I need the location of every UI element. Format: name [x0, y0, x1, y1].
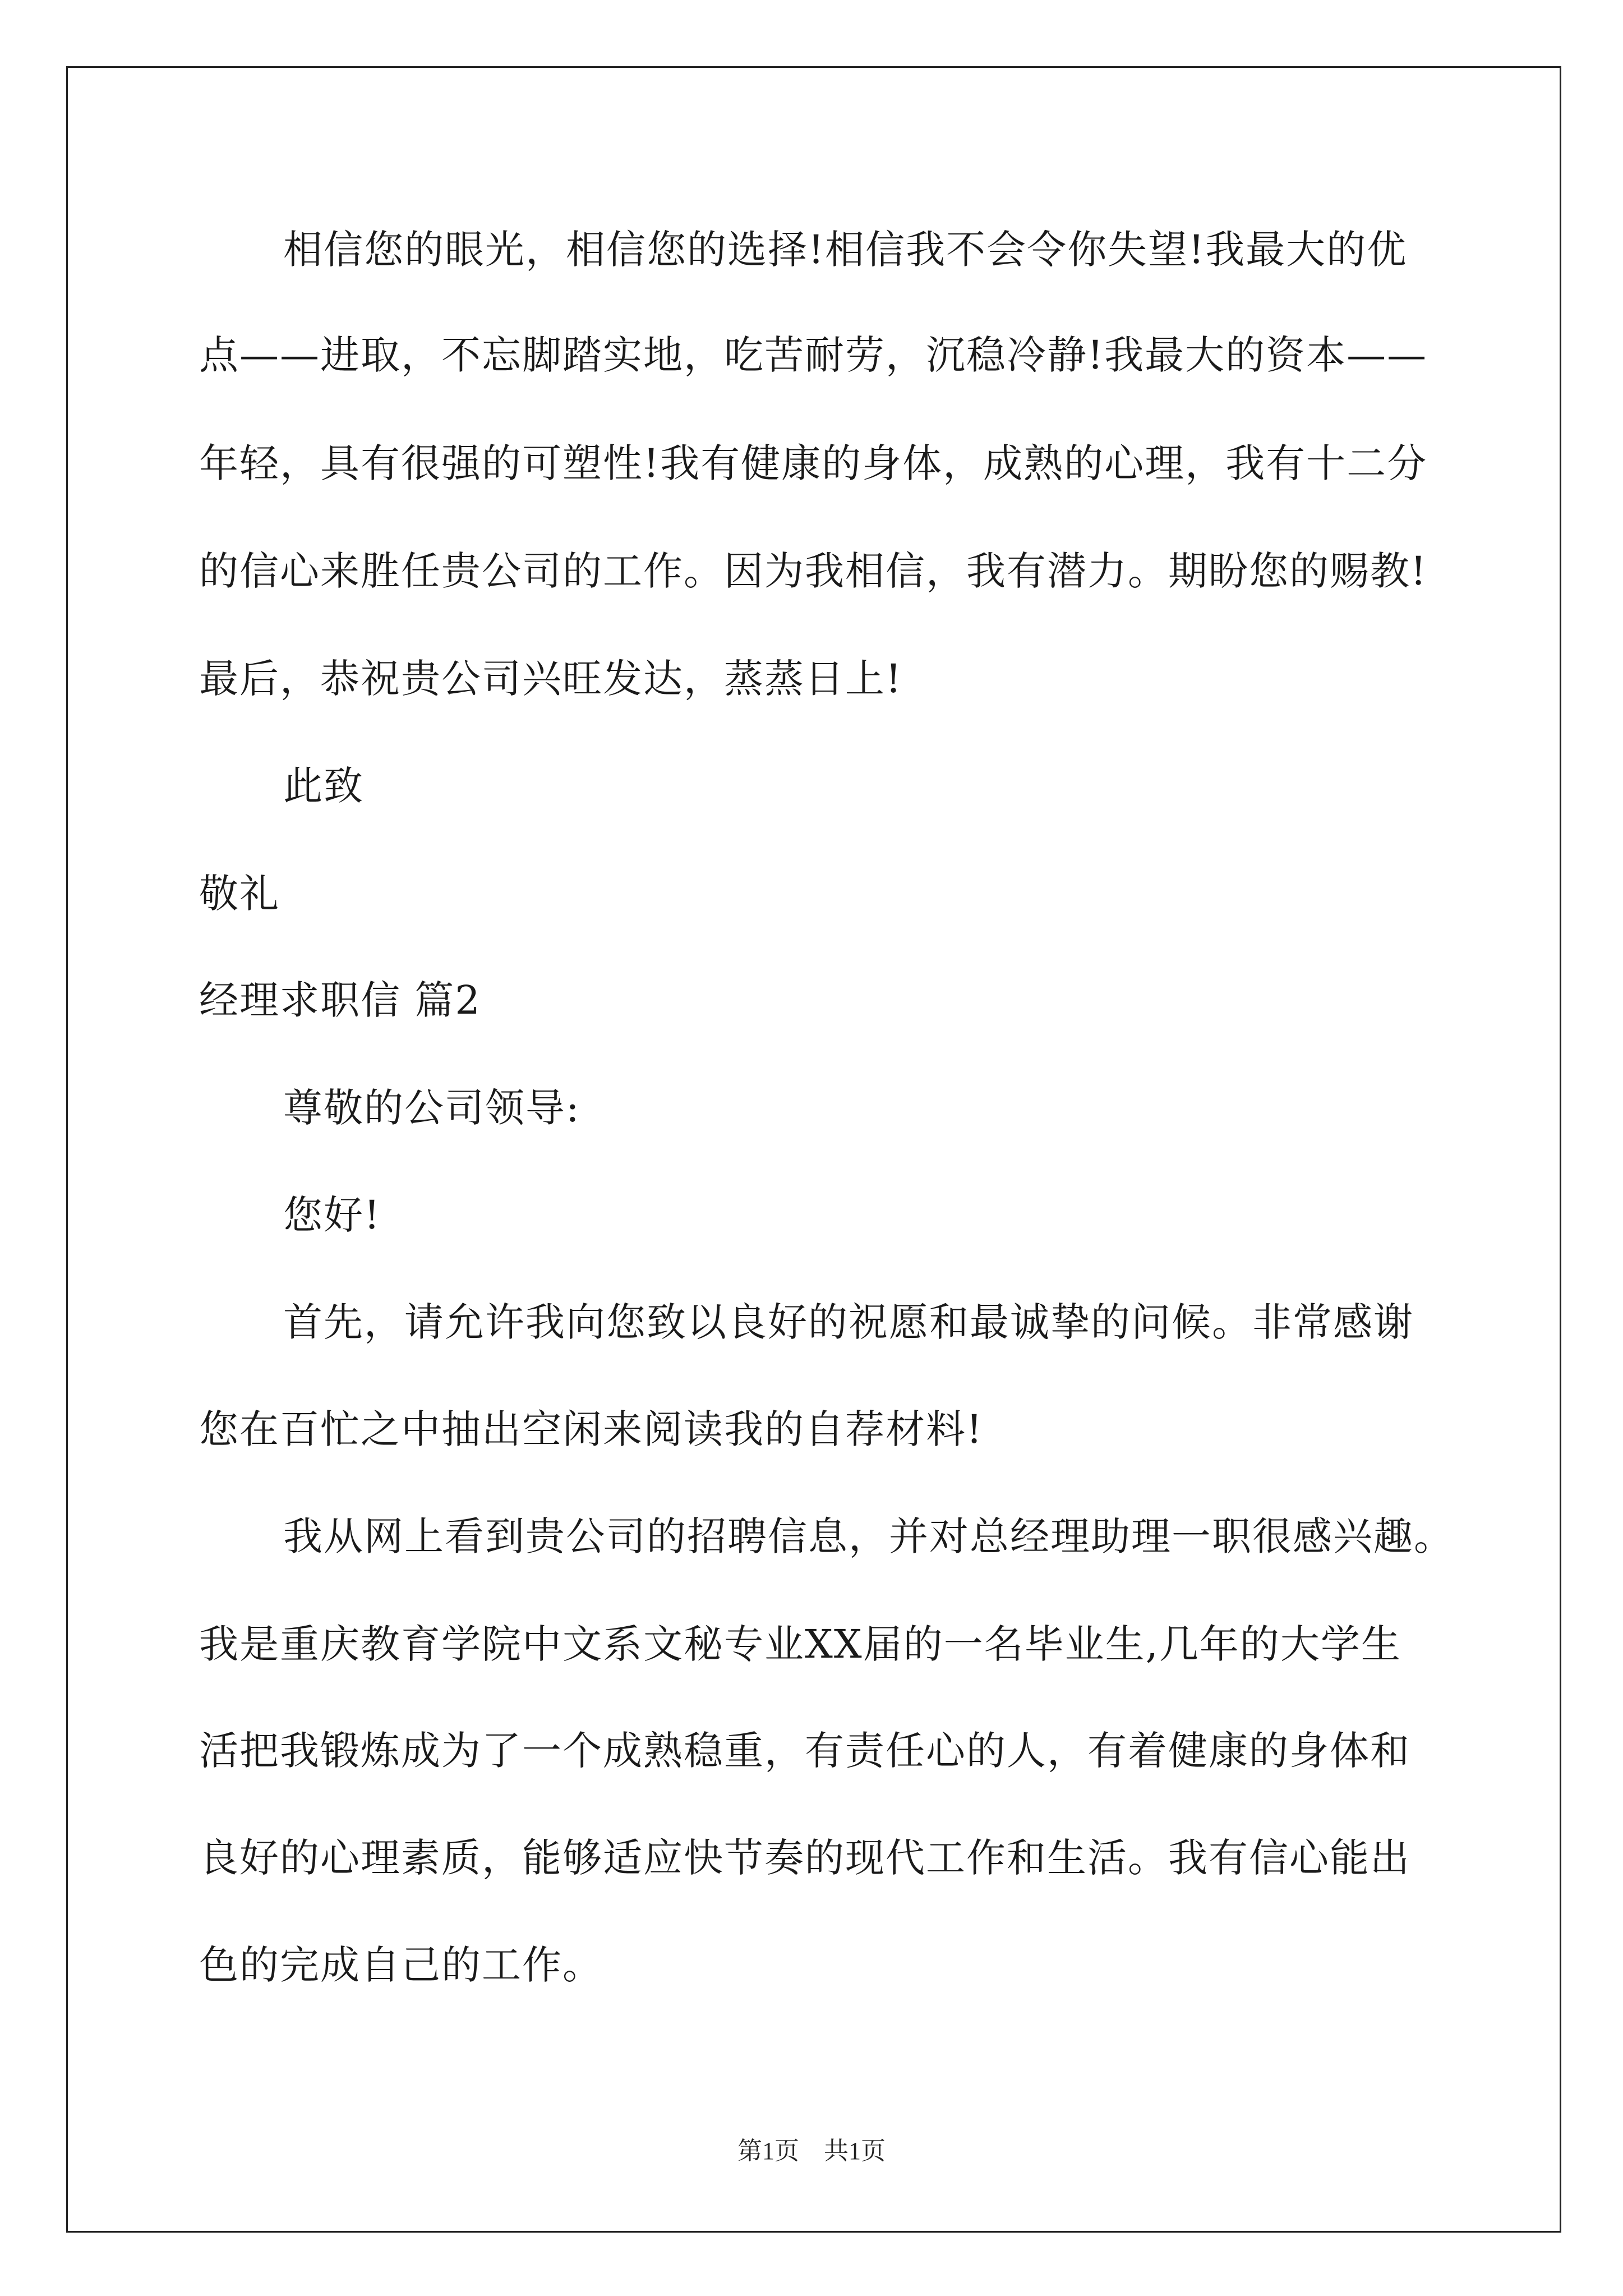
page-border	[66, 66, 1561, 2233]
text-line: 活把我锻炼成为了一个成熟稳重，有责任心的人，有着健康的身体和	[199, 1728, 1410, 1774]
text-line: 年轻，具有很强的可塑性!我有健康的身体，成熟的心理，我有十二分	[199, 440, 1428, 486]
text-line: 相信您的眼光，相信您的选择!相信我不会令你失望!我最大的优	[283, 227, 1408, 273]
greeting-addressee: 尊敬的公司领导:	[283, 1085, 580, 1131]
text-line: 色的完成自己的工作。	[199, 1942, 603, 1988]
text-line: 您在百忙之中抽出空闲来阅读我的自荐材料!	[199, 1406, 984, 1452]
closing-salutation: 此致	[283, 763, 364, 809]
text-line: 首先，请允许我向您致以良好的祝愿和最诚挚的问候。非常感谢	[283, 1299, 1414, 1345]
text-line: 最后，恭祝贵公司兴旺发达，蒸蒸日上!	[199, 656, 903, 702]
page-footer: 第1页 共1页	[737, 2137, 886, 2165]
greeting: 您好!	[283, 1192, 381, 1238]
closing-regards: 敬礼	[199, 871, 280, 917]
text-line: 良好的心理素质，能够适应快节奏的现代工作和生活。我有信心能出	[199, 1835, 1410, 1881]
section-heading: 经理求职信 篇2	[199, 977, 481, 1023]
text-line: 点——进取，不忘脚踏实地，吃苦耐劳，沉稳冷静!我最大的资本——	[199, 332, 1428, 378]
text-line: 的信心来胜任贵公司的工作。因为我相信，我有潜力。期盼您的赐教!	[199, 548, 1428, 594]
text-line: 我从网上看到贵公司的招聘信息，并对总经理助理一职很感兴趣。	[283, 1513, 1454, 1559]
text-line: 我是重庆教育学院中文系文秘专业XX届的一名毕业生,几年的大学生	[199, 1621, 1401, 1667]
